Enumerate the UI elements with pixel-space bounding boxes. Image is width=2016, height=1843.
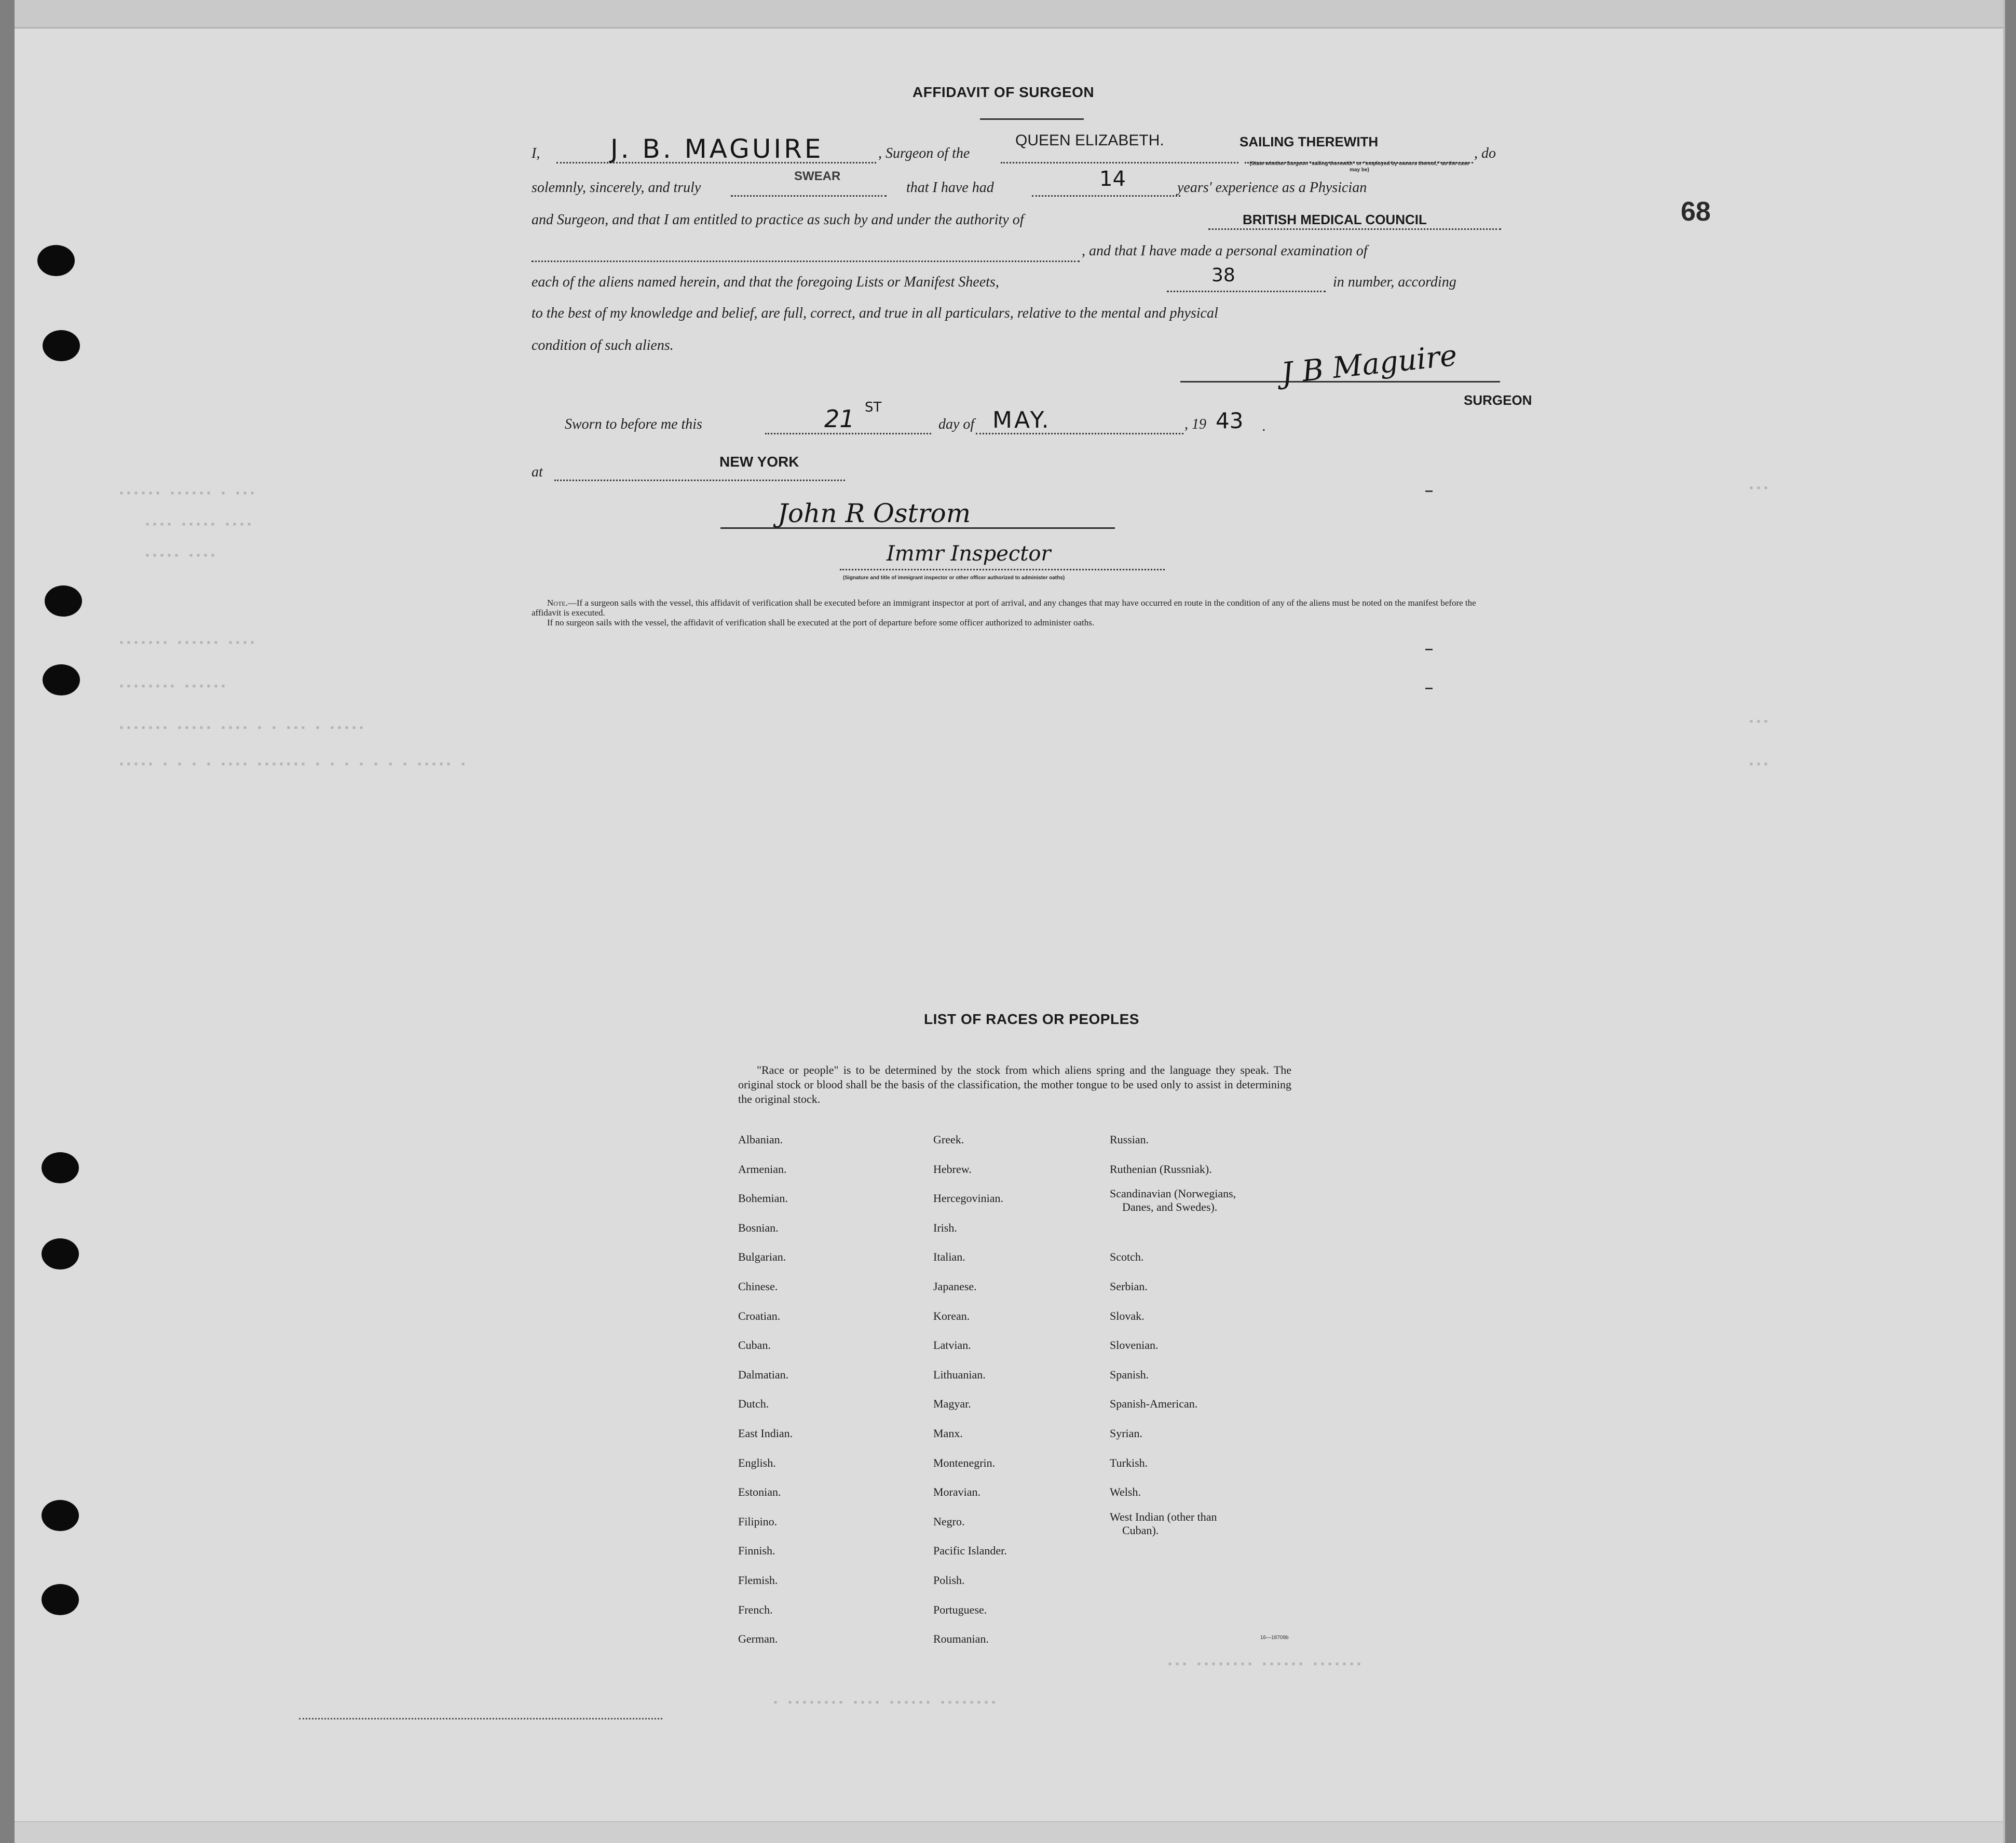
- race-item-line: West Indian (other than: [1110, 1510, 1217, 1523]
- place-field-rule: [554, 480, 845, 481]
- race-item: Irish.: [933, 1221, 957, 1234]
- races-column-2: [933, 1125, 1007, 1654]
- races-column-3: [1110, 1125, 1236, 1536]
- race-item: Scotch.: [1110, 1250, 1144, 1264]
- bleed-through-text: ▪▪▪ ▪▪▪▪▪▪▪▪ ▪▪▪▪▪▪ ▪▪▪▪▪▪▪: [1167, 1659, 1364, 1671]
- race-item: Slovak.: [1110, 1309, 1145, 1322]
- race-item: Montenegrin.: [933, 1456, 996, 1469]
- race-item: Korean.: [933, 1309, 970, 1322]
- race-item: Moravian.: [933, 1485, 981, 1499]
- surgeon-label: SURGEON: [1464, 392, 1532, 408]
- bleed-through-text: ▪▪▪▪ ▪▪▪▪▪ ▪▪▪▪: [144, 519, 254, 531]
- race-item-line: Danes, and Swedes).: [1122, 1200, 1218, 1214]
- sheets-field-rule: [1167, 291, 1326, 292]
- officer-title-rule: [840, 569, 1165, 570]
- at-line: at: [532, 464, 543, 480]
- oath-word: SWEAR: [794, 169, 841, 183]
- bleed-through-text: ▪▪▪▪▪▪▪ ▪▪▪▪▪▪ ▪▪▪▪: [118, 637, 257, 649]
- officer-title: Immr Inspector: [887, 542, 1051, 566]
- race-item: Ruthenian (Russniak).: [1110, 1162, 1212, 1176]
- affidavit-line-1c: , do: [1474, 145, 1496, 161]
- race-item: Turkish.: [1110, 1456, 1148, 1469]
- race-item: Slovenian.: [1110, 1339, 1159, 1352]
- race-item: Armenian.: [738, 1162, 787, 1176]
- race-item: Albanian.: [738, 1133, 783, 1146]
- sworn-line: Sworn to before me this: [565, 416, 702, 432]
- sworn-day-rule: [765, 433, 931, 434]
- binder-hole: [42, 1500, 79, 1531]
- race-item: Japanese.: [933, 1279, 977, 1293]
- race-item: Dutch.: [738, 1397, 769, 1411]
- race-item: English.: [738, 1456, 776, 1469]
- affidavit-line-4: , and that I have made a personal examination of: [1082, 243, 1368, 259]
- races-column-1: [738, 1125, 793, 1654]
- licensing-authority: BRITISH MEDICAL COUNCIL: [1243, 212, 1427, 227]
- race-item-line: Cuban).: [1122, 1523, 1159, 1537]
- note-paragraph-1: [532, 598, 1502, 618]
- affidavit-note: [532, 598, 1502, 627]
- race-item: Estonian.: [738, 1485, 781, 1499]
- race-item: Latvian.: [933, 1339, 971, 1352]
- affidavit-line-2b: that I have had: [906, 180, 994, 196]
- affidavit-line-5b: in number, according: [1333, 274, 1456, 290]
- bleed-through-mark: [1425, 649, 1433, 650]
- binder-hole: [42, 1584, 79, 1615]
- bleed-through-text: ▪▪▪: [1748, 716, 1770, 728]
- officer-signature-flourish: [720, 527, 1115, 529]
- race-item: Pacific Islander.: [933, 1544, 1007, 1558]
- bleed-through-text: ▪▪▪: [1748, 759, 1770, 771]
- race-item: Greek.: [933, 1133, 964, 1146]
- affidavit-line-2: solemnly, sincerely, and truly: [532, 180, 701, 196]
- years-field-rule: [1032, 195, 1180, 197]
- line-text: I,: [532, 145, 540, 161]
- race-item: Croatian.: [738, 1309, 781, 1322]
- race-item: Filipino.: [738, 1514, 778, 1528]
- binder-hole: [37, 245, 75, 276]
- affidavit-line-2c: years' experience as a Physician: [1177, 180, 1367, 196]
- race-item: Bohemian.: [738, 1192, 788, 1205]
- page-bottom-edge: [15, 1821, 2003, 1843]
- bleed-through-rule: [299, 1718, 662, 1719]
- bleed-through-text: ▪▪▪▪▪▪ ▪▪▪▪▪▪ ▪ ▪▪▪: [118, 488, 257, 500]
- race-item: Bulgarian.: [738, 1250, 786, 1264]
- affidavit-line-6: to the best of my knowledge and belief, are full, correct, and true in all particulars, relative to the mental and physical: [532, 305, 1218, 321]
- bleed-through-text: ▪▪▪▪▪▪▪▪ ▪▪▪▪▪▪: [118, 681, 228, 693]
- affidavit-line-1b: , Surgeon of the: [878, 145, 970, 161]
- manifest-page: [15, 0, 2005, 1843]
- sworn-line-b: day of: [938, 416, 975, 432]
- race-item: [1110, 1184, 1236, 1213]
- race-item: Polish.: [933, 1573, 965, 1587]
- vessel-name: QUEEN ELIZABETH.: [1015, 132, 1164, 149]
- binder-hole: [45, 585, 82, 617]
- sworn-year-prefix: , 19: [1184, 416, 1206, 432]
- note-paragraph-2: If no surgeon sails with the vessel, the affidavit of verification shall be executed at the port of departure before some officer authorized to administer oaths.: [547, 618, 1095, 627]
- sworn-month: MAY.: [992, 407, 1051, 433]
- race-item: Magyar.: [933, 1397, 971, 1411]
- surgeon-signature: J B Maguire: [1279, 338, 1459, 391]
- affidavit-line-5: each of the aliens named herein, and that the foregoing Lists or Manifest Sheets,: [532, 274, 999, 290]
- affidavit-line-1: [532, 145, 540, 162]
- race-item: Hebrew.: [933, 1162, 972, 1176]
- affidavit-line-7: condition of such aliens.: [532, 337, 674, 353]
- authority-continuation-rule: [532, 261, 1080, 262]
- sworn-day-suffix: ST: [865, 400, 882, 415]
- binder-hole: [43, 664, 80, 695]
- race-item: French.: [738, 1603, 773, 1616]
- page-number: 68: [1681, 197, 1711, 227]
- sworn-year-suffix: .: [1262, 418, 1266, 434]
- affidavit-line-3: and Surgeon, and that I am entitled to practice as such by and under the authority of: [532, 212, 1024, 228]
- races-title: LIST OF RACES OR PEOPLES: [924, 1011, 1139, 1027]
- surgeon-status: SAILING THEREWITH: [1239, 134, 1379, 149]
- form-code: 16—18709b: [1260, 1635, 1289, 1641]
- bleed-through-text: ▪▪▪: [1748, 483, 1770, 495]
- race-item: East Indian.: [738, 1426, 793, 1440]
- bleed-through-text: ▪▪▪▪▪ ▪ ▪ ▪ ▪ ▪▪▪▪ ▪▪▪▪▪▪▪ ▪ ▪ ▪ ▪ ▪ ▪ ▪ ▪▪▪▪▪ ▪: [118, 759, 468, 771]
- race-item: Chinese.: [738, 1279, 778, 1293]
- note-lead: Note.: [547, 598, 568, 608]
- race-item: Hercegovinian.: [933, 1192, 1003, 1205]
- race-item: Manx.: [933, 1426, 963, 1440]
- page-top-edge: [15, 0, 2003, 29]
- race-item: Cuban.: [738, 1339, 771, 1352]
- race-item: Flemish.: [738, 1573, 778, 1587]
- years-experience: 14: [1099, 167, 1126, 191]
- race-item-spacer: [1110, 1213, 1236, 1243]
- race-item: Russian.: [1110, 1133, 1149, 1146]
- race-item: [1110, 1507, 1236, 1537]
- oath-field-rule: [731, 195, 887, 197]
- race-item: Bosnian.: [738, 1221, 779, 1234]
- race-item: Serbian.: [1110, 1279, 1148, 1293]
- status-instruction: (State whether Surgeon "sailing therewith" or "employed by owners thereof," as the case may be): [1249, 161, 1469, 173]
- race-item-line: Scandinavian (Norwegians,: [1110, 1187, 1236, 1200]
- race-item: Finnish.: [738, 1544, 775, 1558]
- bleed-through-mark: [1425, 688, 1433, 689]
- bleed-through-mark: [1425, 490, 1433, 492]
- officer-caption: (Signature and title of immigrant inspector or other officer authorized to administer oaths): [843, 575, 1065, 581]
- binder-hole: [42, 1152, 79, 1183]
- bleed-through-text: ▪▪▪▪▪ ▪▪▪▪: [144, 550, 217, 562]
- race-item: Dalmatian.: [738, 1368, 789, 1381]
- note-text-1: —If a surgeon sails with the vessel, this affidavit of verification shall be executed before an immigrant inspector at port of arrival, and any changes that may have occurred en route in the condition of any of the aliens must be noted on the manifest before the affidavit is executed.: [532, 598, 1476, 618]
- binder-hole: [42, 1238, 79, 1269]
- vessel-field-rule: [1001, 162, 1238, 163]
- race-item: German.: [738, 1632, 778, 1646]
- sworn-day: 21: [824, 405, 855, 433]
- title-rule: [980, 118, 1084, 120]
- race-item: Negro.: [933, 1514, 965, 1528]
- race-item: Syrian.: [1110, 1426, 1142, 1440]
- race-item: Spanish.: [1110, 1368, 1149, 1381]
- manifest-sheet-count: 38: [1211, 265, 1235, 286]
- races-intro: [738, 1063, 1291, 1107]
- affidavit-title: AFFIDAVIT OF SURGEON: [912, 84, 1095, 100]
- sworn-year: 43: [1216, 408, 1244, 433]
- bleed-through-text: ▪ ▪▪▪▪▪▪▪▪ ▪▪▪▪ ▪▪▪▪▪▪ ▪▪▪▪▪▪▪▪: [772, 1697, 998, 1709]
- race-item: Portuguese.: [933, 1603, 987, 1616]
- bleed-through-text: ▪▪▪▪▪▪▪ ▪▪▪▪▪ ▪▪▪▪ ▪ ▪ ▪▪▪ ▪ ▪▪▪▪▪: [118, 722, 366, 734]
- officer-signature: John R Ostrom: [778, 498, 971, 528]
- race-item: Italian.: [933, 1250, 965, 1264]
- authority-field-rule: [1208, 228, 1501, 230]
- race-item: Roumanian.: [933, 1632, 989, 1646]
- binder-hole: [43, 330, 80, 361]
- race-item: Lithuanian.: [933, 1368, 986, 1381]
- race-item: Welsh.: [1110, 1485, 1141, 1499]
- races-intro-text: "Race or people" is to be determined by the stock from which aliens spring and the language they speak. The original stock or blood shall be the basis of the classification, the mother tongue to be used only to assist in determining the original stock.: [738, 1063, 1291, 1105]
- sworn-place: NEW YORK: [719, 454, 799, 470]
- race-item: Spanish-American.: [1110, 1397, 1198, 1411]
- surgeon-name: J. B. MAGUIRE: [610, 134, 824, 164]
